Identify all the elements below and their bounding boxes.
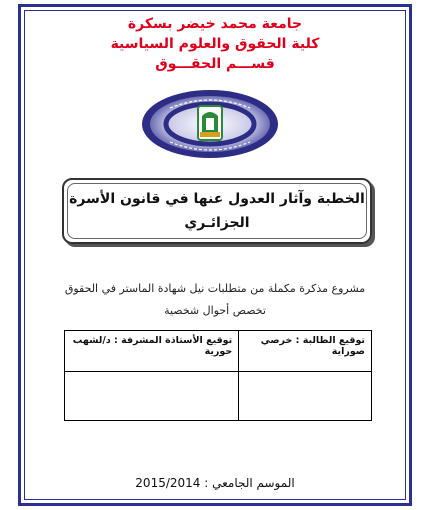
department-name: قســـم الحقـــوق (155, 56, 275, 72)
student-signature-cell (239, 372, 372, 421)
supervisor-signature-label: توقيع الأستاذة المشرفة : د/لشهب حورية (65, 331, 239, 372)
signature-table (64, 330, 372, 421)
specialization: تخصص أحوال شخصية (164, 304, 266, 317)
university-logo (140, 86, 280, 162)
page-inner-border (24, 10, 406, 500)
academic-year: الموسم الجامعي : 2015/2014 (135, 476, 295, 490)
supervisor-signature-cell (65, 372, 239, 421)
signature-header-row (65, 331, 372, 372)
student-signature-label: توقيع الطالبة : خرصي صوراية (239, 331, 372, 372)
thesis-title-line2: الجزائـري (184, 215, 250, 231)
thesis-title-box (62, 178, 372, 244)
signature-blank-row (65, 372, 372, 421)
thesis-description: مشروع مذكرة مكملة من متطلبات نيل شهادة الماستر في الحقوق (64, 282, 366, 295)
faculty-name: كلية الحقوق والعلوم السياسية (110, 36, 320, 52)
thesis-title-line1: الخطبة وآثار العدول عنها في قانون الأسرة (69, 191, 365, 207)
university-name: جامعة محمد خيضر بسكرة (127, 16, 303, 32)
